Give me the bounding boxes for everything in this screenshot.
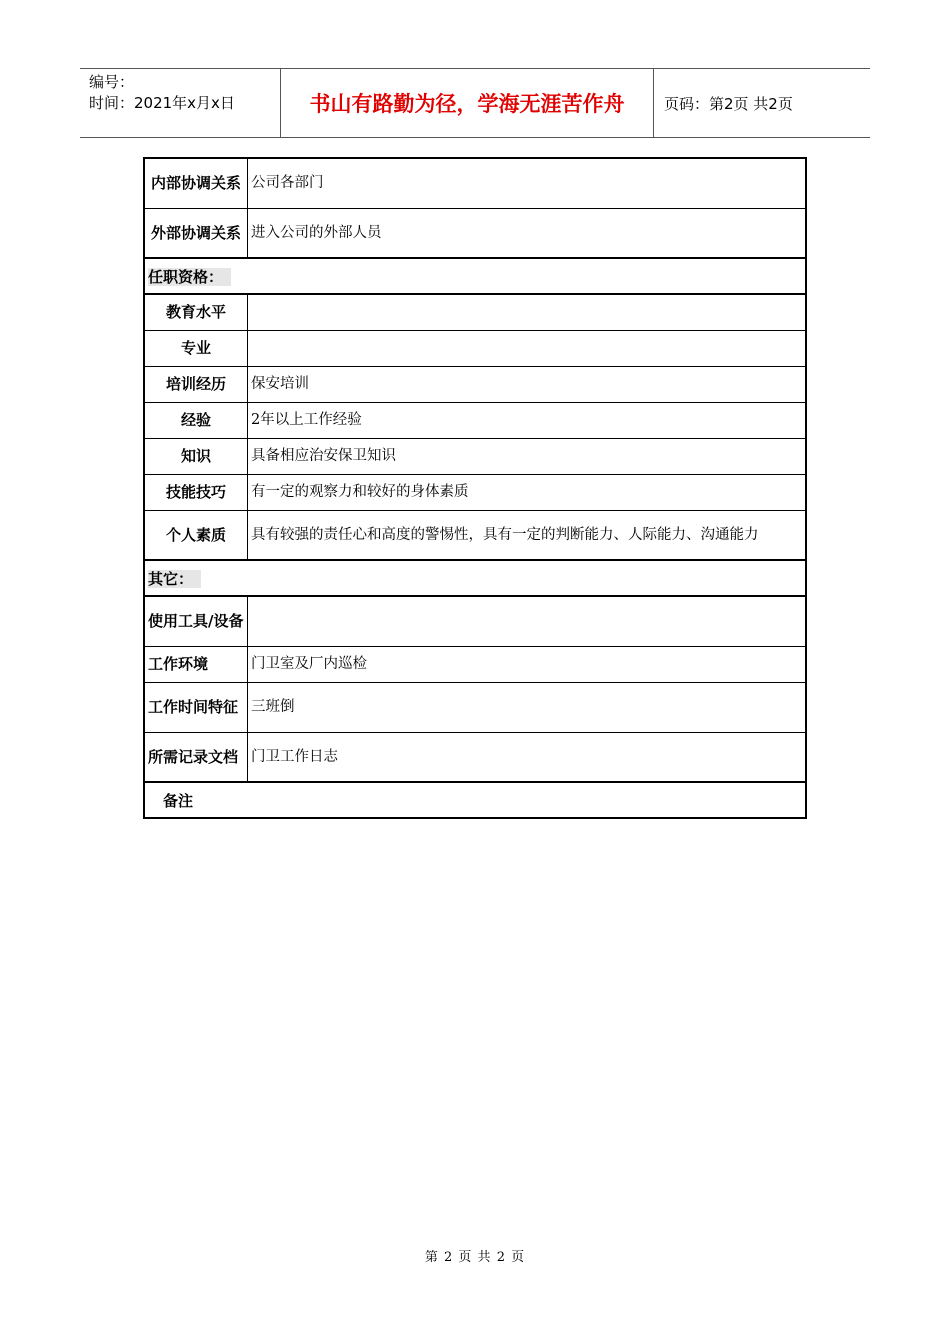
row-label: 内部协调关系: [144, 158, 248, 208]
section-title-other: 其它：: [144, 560, 806, 596]
row-label: 外部协调关系: [144, 208, 248, 258]
row-value: 保安培训: [248, 366, 807, 402]
job-description-table: [143, 157, 807, 819]
table-row: [144, 596, 806, 646]
row-label: 所需记录文档: [144, 732, 248, 782]
date-label: 时间：2021年x月x日: [89, 94, 235, 112]
row-value: [248, 294, 807, 330]
table-row: [144, 402, 806, 438]
table-row: [144, 366, 806, 402]
remarks-label: 备注: [144, 782, 806, 818]
table-row: [144, 682, 806, 732]
section-row: [144, 560, 806, 596]
row-label: 教育水平: [144, 294, 248, 330]
row-value: 具有较强的责任心和高度的警惕性，具有一定的判断能力、人际能力、沟通能力: [248, 510, 807, 560]
row-label: 培训经历: [144, 366, 248, 402]
table-row-remarks: [144, 782, 806, 818]
table-row: [144, 646, 806, 682]
table-row: [144, 208, 806, 258]
row-label: 专业: [144, 330, 248, 366]
page-header: [80, 68, 870, 138]
section-row: [144, 258, 806, 294]
row-value: 2年以上工作经验: [248, 402, 807, 438]
header-meta: [80, 69, 281, 137]
table-row: [144, 294, 806, 330]
row-value: 门卫室及厂内巡检: [248, 646, 807, 682]
number-label: 编号：: [89, 73, 135, 91]
table-row: [144, 438, 806, 474]
table-row: [144, 158, 806, 208]
row-label: 使用工具/设备: [144, 596, 248, 646]
table-row: [144, 474, 806, 510]
row-value: 具备相应治安保卫知识: [248, 438, 807, 474]
row-label: 知识: [144, 438, 248, 474]
header-page-info: 页码：第2页 共2页: [664, 94, 793, 113]
row-value: 有一定的观察力和较好的身体素质: [248, 474, 807, 510]
row-value: 公司各部门: [248, 158, 807, 208]
row-value: [248, 596, 807, 646]
row-label: 经验: [144, 402, 248, 438]
table-row: [144, 330, 806, 366]
header-motto: 书山有路勤为径，学海无涯苦作舟: [281, 69, 654, 137]
page-footer: 第 2 页 共 2 页: [424, 1250, 526, 1265]
table-row: [144, 732, 806, 782]
row-value: 进入公司的外部人员: [248, 208, 807, 258]
row-label: 工作时间特征: [144, 682, 248, 732]
row-label: 个人素质: [144, 510, 248, 560]
row-label: 技能技巧: [144, 474, 248, 510]
section-title-qualifications: 任职资格：: [144, 258, 806, 294]
table-row: [144, 510, 806, 560]
row-value: 门卫工作日志: [248, 732, 807, 782]
row-label: 工作环境: [144, 646, 248, 682]
row-value: [248, 330, 807, 366]
row-value: 三班倒: [248, 682, 807, 732]
